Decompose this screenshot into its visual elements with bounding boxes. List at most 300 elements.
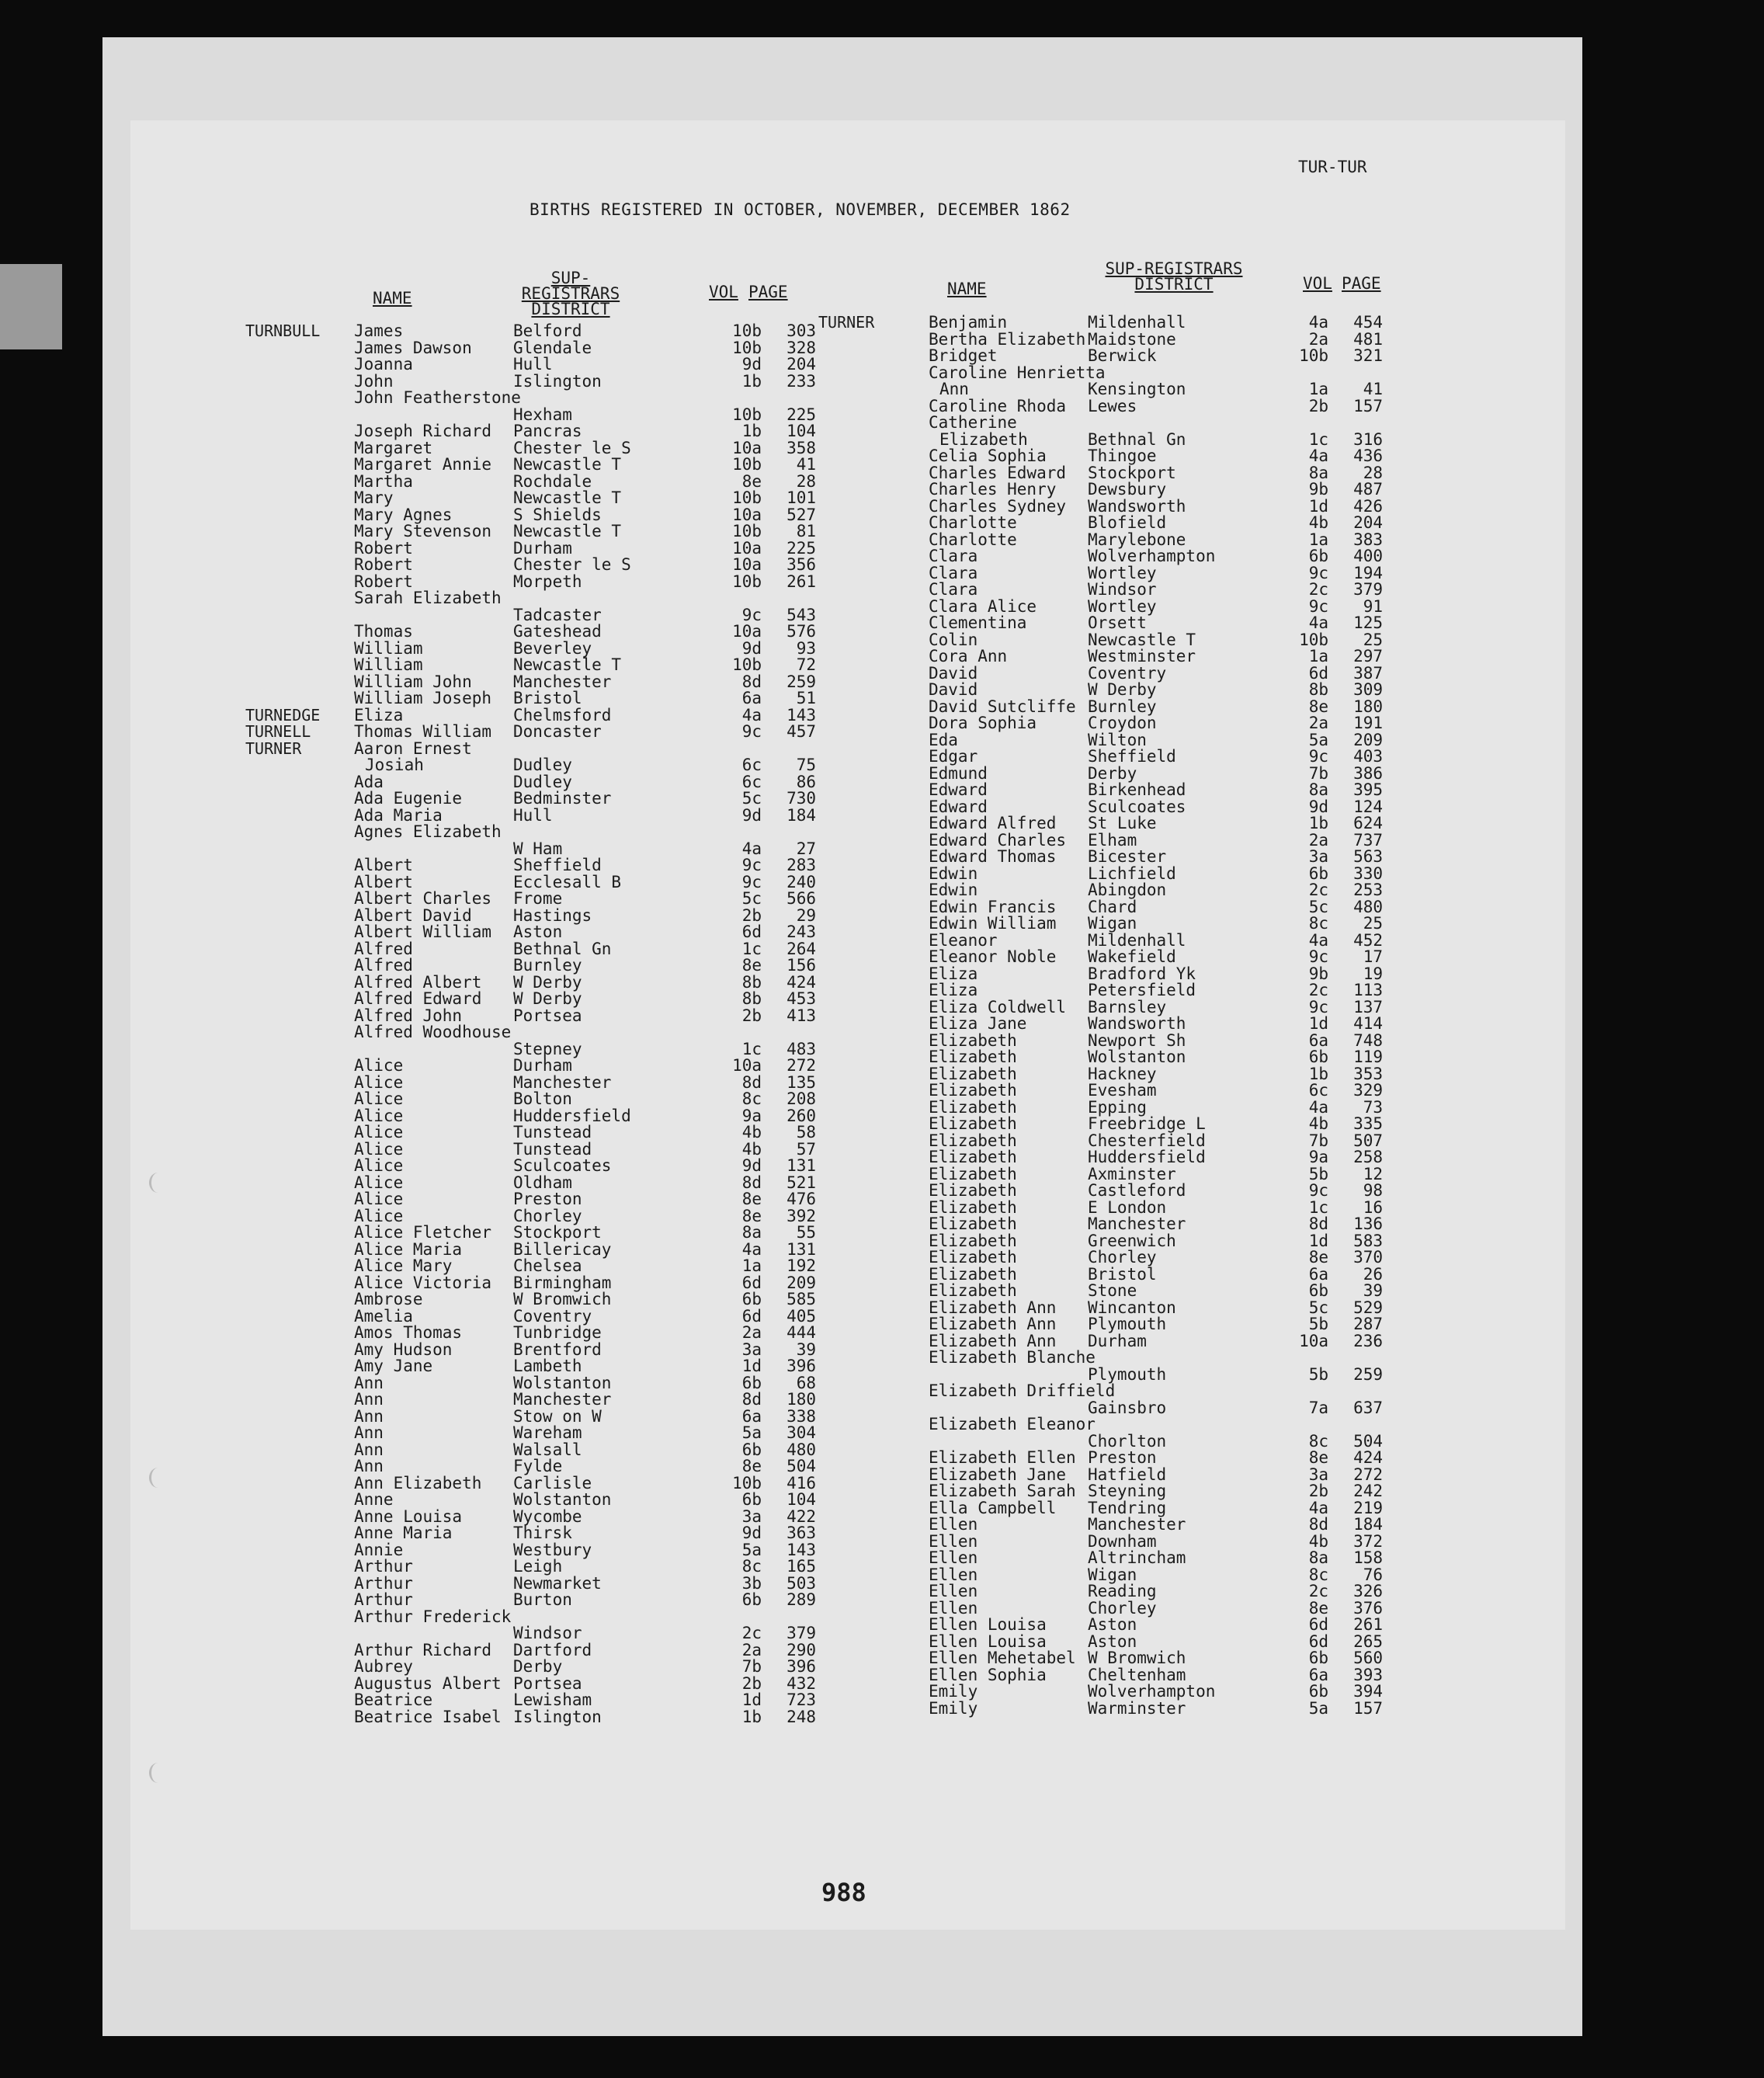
entry-vol: 6b (741, 1590, 762, 1609)
entry-page: 225 (787, 538, 816, 558)
entry-name: Arthur Richard (354, 1640, 492, 1659)
entry-district: Chorley (513, 1206, 582, 1225)
entry-vol: 6a (1308, 1665, 1328, 1684)
entry-name: Charlotte (929, 530, 1017, 549)
entry-district: Hull (513, 355, 553, 374)
entry-vol: 1c (741, 1039, 762, 1058)
entry-district: Birmingham (513, 1273, 612, 1292)
entry-name: John Featherstone (354, 388, 521, 407)
entry-vol: 10a (1299, 1331, 1328, 1350)
entry-district: Dudley (513, 756, 572, 774)
entry-name: Ada (354, 772, 384, 791)
entry-page: 58 (796, 1123, 816, 1142)
entry-page: 253 (1353, 881, 1383, 899)
entry-name: Elizabeth (929, 1064, 1017, 1083)
entry-name: Elizabeth Ann (929, 1298, 1057, 1317)
entry-page: 304 (787, 1423, 816, 1442)
entry-district: Chorley (1088, 1598, 1157, 1618)
entry-district: Lambeth (513, 1357, 582, 1375)
entry-page: 209 (1353, 730, 1383, 749)
entry-page: 353 (1353, 1064, 1383, 1083)
entry-name: Anne (354, 1490, 394, 1509)
entry-page: 191 (1353, 714, 1383, 732)
surname-label: TURNELL (245, 722, 311, 741)
entry-page: 387 (1353, 663, 1383, 683)
entry-district: W Derby (513, 972, 582, 992)
entry-vol: 6b (741, 1373, 762, 1392)
entry-page: 119 (1353, 1048, 1383, 1066)
entry-vol: 8e (741, 1206, 762, 1225)
entry-district: Gainsbro (1088, 1398, 1167, 1417)
entry-district: Thingoe (1088, 447, 1157, 465)
entry-district: Sculcoates (513, 1156, 612, 1175)
entry-page: 125 (1353, 613, 1383, 632)
entry-page: 503 (787, 1573, 816, 1593)
entry-page: 290 (787, 1640, 816, 1659)
entry-vol: 8c (1308, 1431, 1328, 1451)
entry-name: Clara (929, 563, 978, 582)
entry-vol: 2c (1308, 981, 1328, 999)
entry-name: Ann (354, 1440, 384, 1459)
entry-district: Tadcaster (513, 605, 602, 624)
entry-district: Bedminster (513, 789, 612, 808)
entry-page: 259 (1353, 1364, 1383, 1384)
entry-page: 156 (787, 956, 816, 975)
entry-name: Anne Louisa (354, 1506, 463, 1526)
entry-name: Robert (354, 538, 413, 558)
entry-vol: 1b (1308, 814, 1328, 832)
entry-vol: 1c (1308, 1197, 1328, 1217)
entry-district: Orsett (1088, 613, 1147, 632)
entry-district: Hexham (513, 405, 572, 424)
entry-page: 194 (1353, 563, 1383, 582)
entry-vol: 6d (1308, 1631, 1328, 1651)
entry-vol: 9c (741, 722, 762, 741)
entry-vol: 8a (1308, 780, 1328, 799)
entry-district: Castleford (1088, 1181, 1186, 1200)
entry-vol: 8d (1308, 1515, 1328, 1534)
entry-district: Wolverhampton (1088, 547, 1216, 565)
entry-vol: 1a (1308, 380, 1328, 398)
entry-district: Carlisle (513, 1473, 592, 1492)
entry-page: 453 (787, 989, 816, 1008)
entry-page: 393 (1353, 1665, 1383, 1684)
entry-page: 436 (1353, 447, 1383, 465)
entry-district: S Shields (513, 505, 602, 524)
entry-name: Amy Hudson (354, 1340, 453, 1359)
entry-page: 338 (787, 1406, 816, 1426)
entry-vol: 6b (741, 1290, 762, 1308)
entry-page: 124 (1353, 797, 1383, 816)
entry-page: 403 (1353, 747, 1383, 766)
entry-district: Chelmsford (513, 705, 612, 725)
entry-vol: 9c (1308, 997, 1328, 1016)
entry-district: Warminster (1088, 1698, 1186, 1718)
entry-name: Alice (354, 1206, 404, 1225)
entry-vol: 10b (732, 522, 762, 540)
entry-page: 240 (787, 872, 816, 891)
entry-district: Bolton (513, 1089, 572, 1108)
entry-vol: 9c (1308, 747, 1328, 766)
entry-district: Durham (1088, 1331, 1147, 1350)
entry-vol: 5a (1308, 1698, 1328, 1718)
entry-vol: 1d (741, 1691, 762, 1709)
entry-vol: 5a (1308, 730, 1328, 749)
entry-district: Manchester (1088, 1214, 1186, 1233)
entry-vol: 6a (1308, 1264, 1328, 1284)
entry-district: Gateshead (513, 622, 602, 641)
entry-name: Edward Charles (929, 830, 1067, 850)
entry-name: Ada Maria (354, 805, 443, 825)
entry-name: David (929, 680, 978, 699)
entry-district: St Luke (1088, 814, 1157, 832)
entry-name: Ann Elizabeth (354, 1473, 482, 1492)
entry-district: Newcastle T (513, 488, 622, 507)
entry-page: 264 (787, 939, 816, 958)
entry-vol: 8c (1308, 1565, 1328, 1584)
entry-page: 432 (787, 1673, 816, 1693)
entry-district: Wincanton (1088, 1298, 1176, 1317)
entry-vol: 10b (1299, 630, 1328, 649)
entry-name: Eliza (929, 981, 978, 999)
entry-name: Ambrose (354, 1290, 423, 1308)
entry-name: Caroline Rhoda (929, 396, 1067, 415)
entry-district: Downham (1088, 1531, 1157, 1551)
entry-vol: 9c (741, 872, 762, 891)
entry-vol: 2b (741, 905, 762, 925)
column-header-vol: VOL (709, 283, 738, 301)
entry-name: Elizabeth Ann (929, 1331, 1057, 1350)
entry-district: Reading (1088, 1582, 1157, 1600)
entry-district: Dudley (513, 772, 572, 791)
entry-district: Windsor (1088, 580, 1157, 599)
entry-vol: 1a (1308, 647, 1328, 665)
entry-vol: 8c (741, 1557, 762, 1576)
entry-district: Fylde (513, 1457, 563, 1475)
entry-page: 329 (1353, 1081, 1383, 1100)
entry-page: 335 (1353, 1114, 1383, 1133)
entry-name: Edwin Francis (929, 897, 1057, 916)
entry-page: 444 (787, 1323, 816, 1342)
entry-district: Freebridge L (1088, 1114, 1206, 1133)
entry-name: Alice (354, 1190, 404, 1208)
entry-district: Chelsea (513, 1256, 582, 1275)
entry-vol: 4a (741, 839, 762, 858)
entry-name: Eliza (354, 705, 404, 725)
entry-name: Amos Thomas (354, 1323, 463, 1342)
entry-district: Aston (1088, 1631, 1137, 1651)
entry-page: 272 (1353, 1465, 1383, 1484)
entry-vol: 4b (741, 1123, 762, 1142)
entry-name: Edward Thomas (929, 847, 1057, 866)
entry-name: Elizabeth (929, 1131, 1017, 1150)
entry-vol: 6a (1308, 1030, 1328, 1050)
entry-page: 363 (787, 1524, 816, 1542)
entry-district: Coventry (1088, 663, 1167, 683)
entry-vol: 6b (1308, 1649, 1328, 1667)
entry-vol: 8e (1308, 1598, 1328, 1618)
entry-vol: 6b (1308, 864, 1328, 883)
entry-name: Benjamin (929, 313, 1008, 332)
entry-district: W Bromwich (513, 1290, 612, 1308)
entry-page: 416 (787, 1473, 816, 1492)
entry-vol: 8e (1308, 697, 1328, 716)
entry-district: Huddersfield (1088, 1148, 1206, 1166)
entry-vol: 7b (1308, 763, 1328, 783)
entry-district: Durham (513, 538, 572, 558)
entry-name: Edwin (929, 864, 978, 883)
entry-page: 358 (787, 438, 816, 457)
entry-page: 265 (1353, 1631, 1383, 1651)
entry-page: 29 (796, 905, 816, 925)
entry-name: Beatrice (354, 1691, 433, 1709)
entry-name: Robert (354, 572, 413, 591)
entry-vol: 2a (741, 1323, 762, 1342)
entry-page: 370 (1353, 1248, 1383, 1267)
entry-page: 476 (787, 1190, 816, 1208)
entry-district: Wycombe (513, 1506, 582, 1526)
entry-page: 487 (1353, 480, 1383, 499)
entry-name: Elizabeth Ann (929, 1315, 1057, 1333)
entry-vol: 8e (741, 956, 762, 975)
entry-name: Elizabeth Ellen (929, 1448, 1076, 1467)
entry-page: 81 (796, 522, 816, 540)
entry-district: Chorlton (1088, 1431, 1167, 1451)
entry-page: 158 (1353, 1548, 1383, 1567)
entry-page: 39 (796, 1340, 816, 1359)
entry-name: Charles Sydney (929, 496, 1067, 516)
entry-name: Elizabeth (929, 1181, 1017, 1200)
entry-vol: 2a (741, 1640, 762, 1659)
entry-name: Ellen (929, 1548, 978, 1567)
entry-page: 560 (1353, 1649, 1383, 1667)
entry-name: Albert (354, 856, 413, 874)
entry-vol: 6b (1308, 1682, 1328, 1701)
column-header-district: SUP-REGISTRARS DISTRICT (521, 269, 620, 318)
entry-name: Dora Sophia (929, 714, 1037, 732)
entry-page: 376 (1353, 1598, 1383, 1618)
entry-name: Ann (354, 1457, 384, 1475)
entry-page: 41 (796, 455, 816, 474)
entry-vol: 5b (1308, 1315, 1328, 1333)
entry-district: Wolstanton (513, 1490, 612, 1509)
entry-vol: 7b (741, 1657, 762, 1676)
entry-vol: 6b (1308, 1281, 1328, 1300)
column-header-name: NAME (947, 280, 987, 298)
entry-district: Newcastle T (513, 522, 622, 540)
entry-name: James Dawson (354, 338, 472, 357)
entry-name: Elizabeth (929, 1281, 1017, 1300)
entry-page: 260 (787, 1106, 816, 1125)
entry-district: Tunstead (513, 1123, 592, 1142)
entry-page: 396 (787, 1657, 816, 1676)
entry-vol: 1d (1308, 1014, 1328, 1033)
entry-name: Ellen (929, 1598, 978, 1618)
entry-vol: 4b (1308, 513, 1328, 532)
entry-district: Preston (1088, 1448, 1157, 1467)
entry-district: Plymouth (1088, 1315, 1167, 1333)
entry-name: William Joseph (354, 689, 492, 707)
entry-page: 730 (787, 789, 816, 808)
entry-district: Ecclesall B (513, 872, 622, 891)
entry-page: 372 (1353, 1531, 1383, 1551)
entry-name: Ellen (929, 1531, 978, 1551)
entry-district: Windsor (513, 1624, 582, 1642)
entry-page: 394 (1353, 1682, 1383, 1701)
entry-vol: 6d (1308, 1615, 1328, 1634)
entry-district: Lewisham (513, 1691, 592, 1709)
entry-vol: 6d (741, 923, 762, 941)
entry-page: 208 (787, 1089, 816, 1108)
entry-vol: 9b (1308, 964, 1328, 983)
entry-name: Emily (929, 1698, 978, 1718)
entry-district: Wandsworth (1088, 496, 1186, 516)
entry-vol: 10a (732, 538, 762, 558)
entry-district: Newcastle T (513, 455, 622, 474)
entry-page: 283 (787, 856, 816, 874)
entry-page: 143 (787, 705, 816, 725)
entry-page: 309 (1353, 680, 1383, 699)
entry-district: Dartford (513, 1640, 592, 1659)
entry-page: 26 (1363, 1264, 1383, 1284)
entry-district: Hackney (1088, 1064, 1157, 1083)
entry-district: Wandsworth (1088, 1014, 1186, 1033)
entry-page: 566 (787, 889, 816, 908)
entry-page: 72 (796, 655, 816, 674)
entry-name: Alice (354, 1056, 404, 1075)
surname-label: TURNEDGE (245, 705, 321, 725)
entry-vol: 2a (1308, 329, 1328, 349)
entry-district: Durham (513, 1056, 572, 1075)
entry-page: 316 (1353, 429, 1383, 449)
entry-vol: 5b (1308, 1364, 1328, 1384)
entry-page: 261 (1353, 1615, 1383, 1634)
entry-name: Eliza (929, 964, 978, 983)
column-header-name: NAME (373, 289, 412, 308)
entry-name: Edward (929, 797, 988, 816)
entry-page: 192 (787, 1256, 816, 1275)
entry-name: Josiah (365, 756, 424, 774)
entry-district: Glendale (513, 338, 592, 357)
entry-district: Burnley (513, 956, 582, 975)
entry-vol: 1b (741, 371, 762, 391)
entry-name: Alfred Woodhouse (354, 1023, 512, 1041)
entry-page: 136 (1353, 1214, 1383, 1233)
entry-page: 209 (787, 1273, 816, 1292)
entry-page: 75 (796, 756, 816, 774)
entry-vol: 8b (741, 972, 762, 992)
entry-page: 184 (787, 805, 816, 825)
entry-name: Edwin (929, 881, 978, 899)
entry-page: 16 (1363, 1197, 1383, 1217)
punch-hole (149, 1468, 167, 1488)
entry-district: Bicester (1088, 847, 1167, 866)
entry-page: 481 (1353, 329, 1383, 349)
entry-district: Tunstead (513, 1139, 592, 1159)
entry-name: Albert (354, 872, 413, 891)
entry-district: Mildenhall (1088, 930, 1186, 950)
entry-district: Chester le S (513, 438, 631, 457)
entry-page: 39 (1363, 1281, 1383, 1300)
entry-page: 86 (796, 772, 816, 791)
entry-name: Arthur Frederick (354, 1607, 512, 1626)
binder-tab (0, 264, 62, 349)
entry-district: Stockport (1088, 463, 1176, 482)
entry-name: Charles Henry (929, 480, 1057, 499)
entry-name: Alice (354, 1173, 404, 1192)
entry-name: Elizabeth (929, 1097, 1017, 1117)
entry-name: Alice (354, 1156, 404, 1175)
entry-name: Ann (939, 380, 969, 398)
entry-vol: 8d (741, 672, 762, 691)
entry-page: 236 (1353, 1331, 1383, 1350)
entry-district: Hastings (513, 905, 592, 925)
entry-page: 583 (1353, 1231, 1383, 1250)
entry-vol: 9c (741, 856, 762, 874)
entry-name: William (354, 638, 423, 658)
entry-vol: 9b (1308, 480, 1328, 499)
entry-vol: 10b (732, 655, 762, 674)
entry-name: Elizabeth (929, 1148, 1017, 1166)
entry-vol: 5a (741, 1423, 762, 1442)
entry-vol: 3b (741, 1573, 762, 1593)
entry-name: Alice (354, 1123, 404, 1142)
entry-vol: 9d (741, 1524, 762, 1542)
entry-vol: 2c (741, 1624, 762, 1642)
entry-district: Sheffield (513, 856, 602, 874)
surname-label: TURNER (818, 313, 875, 332)
entry-page: 543 (787, 605, 816, 624)
entry-district: Bradford Yk (1088, 964, 1196, 983)
entry-name: Robert (354, 555, 413, 574)
entry-name: Aaron Ernest (354, 738, 472, 758)
entry-vol: 10b (732, 488, 762, 507)
entry-name: David (929, 663, 978, 683)
entry-page: 422 (787, 1506, 816, 1526)
entry-district: Bethnal Gn (513, 939, 612, 958)
entry-district: Leigh (513, 1557, 563, 1576)
entry-district: Wortley (1088, 596, 1157, 616)
entry-page: 180 (1353, 697, 1383, 716)
entry-district: Huddersfield (513, 1106, 631, 1125)
entry-page: 452 (1353, 930, 1383, 950)
entry-name: David Sutcliffe (929, 697, 1076, 716)
entry-page: 180 (787, 1390, 816, 1409)
entry-name: Alfred Albert (354, 972, 482, 992)
entry-vol: 4a (1308, 1498, 1328, 1517)
entry-district: Axminster (1088, 1164, 1176, 1183)
entry-page: 326 (1353, 1582, 1383, 1600)
entry-vol: 10a (732, 555, 762, 574)
entry-page: 395 (1353, 780, 1383, 799)
entry-page: 131 (787, 1156, 816, 1175)
entry-page: 259 (787, 672, 816, 691)
entry-district: Bristol (1088, 1264, 1157, 1284)
header-code: TUR-TUR (1298, 158, 1367, 176)
entry-district: Wolstanton (513, 1373, 612, 1392)
entry-name: Elizabeth Blanche (929, 1348, 1096, 1367)
entry-page: 19 (1363, 964, 1383, 983)
entry-district: Evesham (1088, 1081, 1157, 1100)
entry-name: Ella Campbell (929, 1498, 1057, 1517)
entry-page: 25 (1363, 914, 1383, 933)
entry-vol: 5a (741, 1540, 762, 1559)
entry-district: Pancras (513, 422, 582, 440)
entry-page: 297 (1353, 647, 1383, 665)
entry-district: Croydon (1088, 714, 1157, 732)
entry-vol: 9d (741, 355, 762, 374)
entry-vol: 10a (732, 622, 762, 641)
